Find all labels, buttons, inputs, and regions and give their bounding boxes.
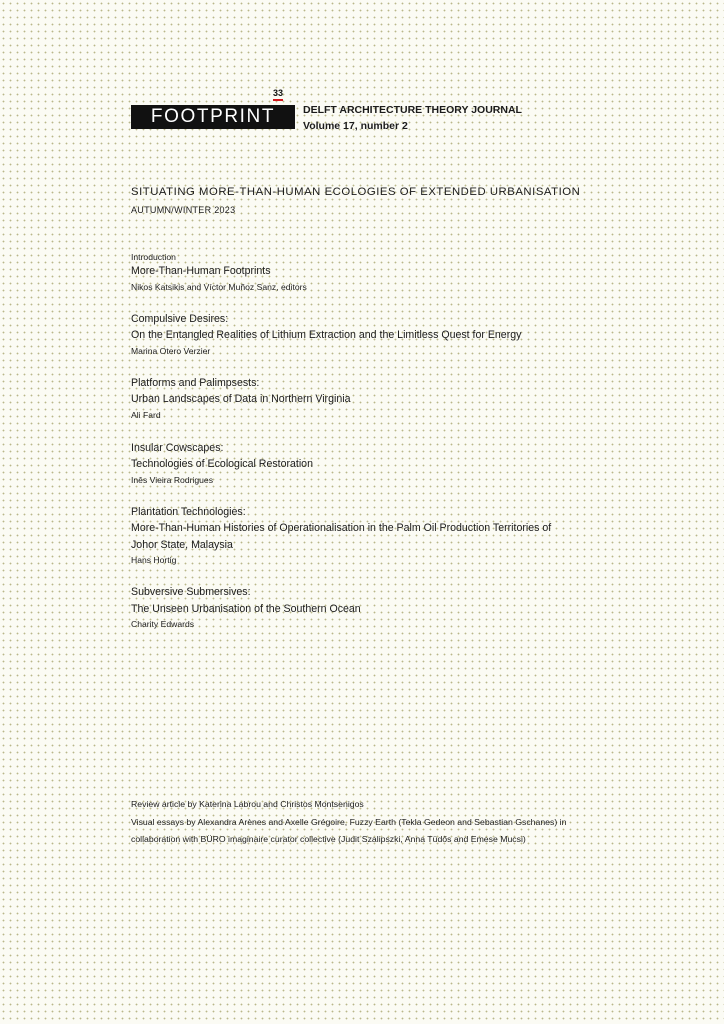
entry-author: Hans Hortig bbox=[131, 555, 177, 565]
entry-author: Nikos Katsikis and Víctor Muñoz Sanz, editors bbox=[131, 281, 307, 292]
footprint-logo: FOOTPRINT bbox=[131, 105, 295, 129]
visual-essays-credit: Visual essays by Alexandra Arènes and Axelle Grégoire, Fuzzy Earth (Tekla Gedeon and Sebastian Gschanes) in collaboration with BÜRO imaginaire curator collective (Judit Szalipszki, Anna Tüdős and Emese Mucsi) bbox=[131, 816, 567, 844]
entry-subtitle: Urban Landscapes of Data in Northern Virginia bbox=[131, 393, 351, 405]
entry-label: Introduction bbox=[131, 252, 176, 262]
issue-season: AUTUMN/WINTER 2023 bbox=[131, 205, 236, 215]
entry-title: Insular Cowscapes: bbox=[131, 441, 224, 454]
entry-subtitle-continued: Johor State, Malaysia bbox=[131, 538, 233, 551]
entry-author: Inês Vieira Rodrigues bbox=[131, 474, 214, 485]
entry-title: Compulsive Desires: bbox=[131, 312, 229, 325]
entry-author: Marina Otero Verzier bbox=[131, 345, 211, 356]
entry-author: Charity Edwards bbox=[131, 619, 195, 629]
entry-title: Subversive Submersives: bbox=[131, 586, 251, 598]
issue-number: 33 bbox=[273, 88, 283, 101]
table-of-contents bbox=[131, 251, 591, 631]
toc-entry-introduction bbox=[131, 251, 591, 294]
toc-entry-platforms-and-palimpsests bbox=[131, 375, 591, 422]
journal-name: DELFT ARCHITECTURE THEORY JOURNAL bbox=[303, 104, 522, 116]
entry-title: More-Than-Human Footprints bbox=[131, 265, 271, 277]
masthead bbox=[131, 88, 591, 136]
entry-title: Platforms and Palimpsests: bbox=[131, 376, 260, 389]
issue-title: SITUATING MORE-THAN-HUMAN ECOLOGIES OF EXTENDED URBANISATION bbox=[131, 186, 581, 198]
entry-subtitle: More-Than-Human Histories of Operationalisation in the Palm Oil Production Territories of bbox=[131, 522, 552, 534]
review-article-credit: Review article by Katerina Labrou and Christos Montsenigos bbox=[131, 799, 364, 809]
entry-subtitle: On the Entangled Realities of Lithium Extraction and the Limitless Quest for Energy bbox=[131, 329, 522, 341]
toc-entry-insular-cowscapes bbox=[131, 440, 591, 487]
entry-author: Ali Fard bbox=[131, 409, 161, 420]
entry-subtitle: Technologies of Ecological Restoration bbox=[131, 458, 313, 470]
toc-entry-compulsive-desires bbox=[131, 311, 591, 358]
journal-volume: Volume 17, number 2 bbox=[303, 120, 408, 132]
toc-entry-plantation-technologies bbox=[131, 504, 591, 568]
entry-subtitle: The Unseen Urbanisation of the Southern Ocean bbox=[131, 602, 361, 615]
contributors-footer bbox=[131, 796, 579, 849]
toc-entry-subversive-submersives bbox=[131, 584, 591, 631]
entry-title: Plantation Technologies: bbox=[131, 505, 246, 518]
